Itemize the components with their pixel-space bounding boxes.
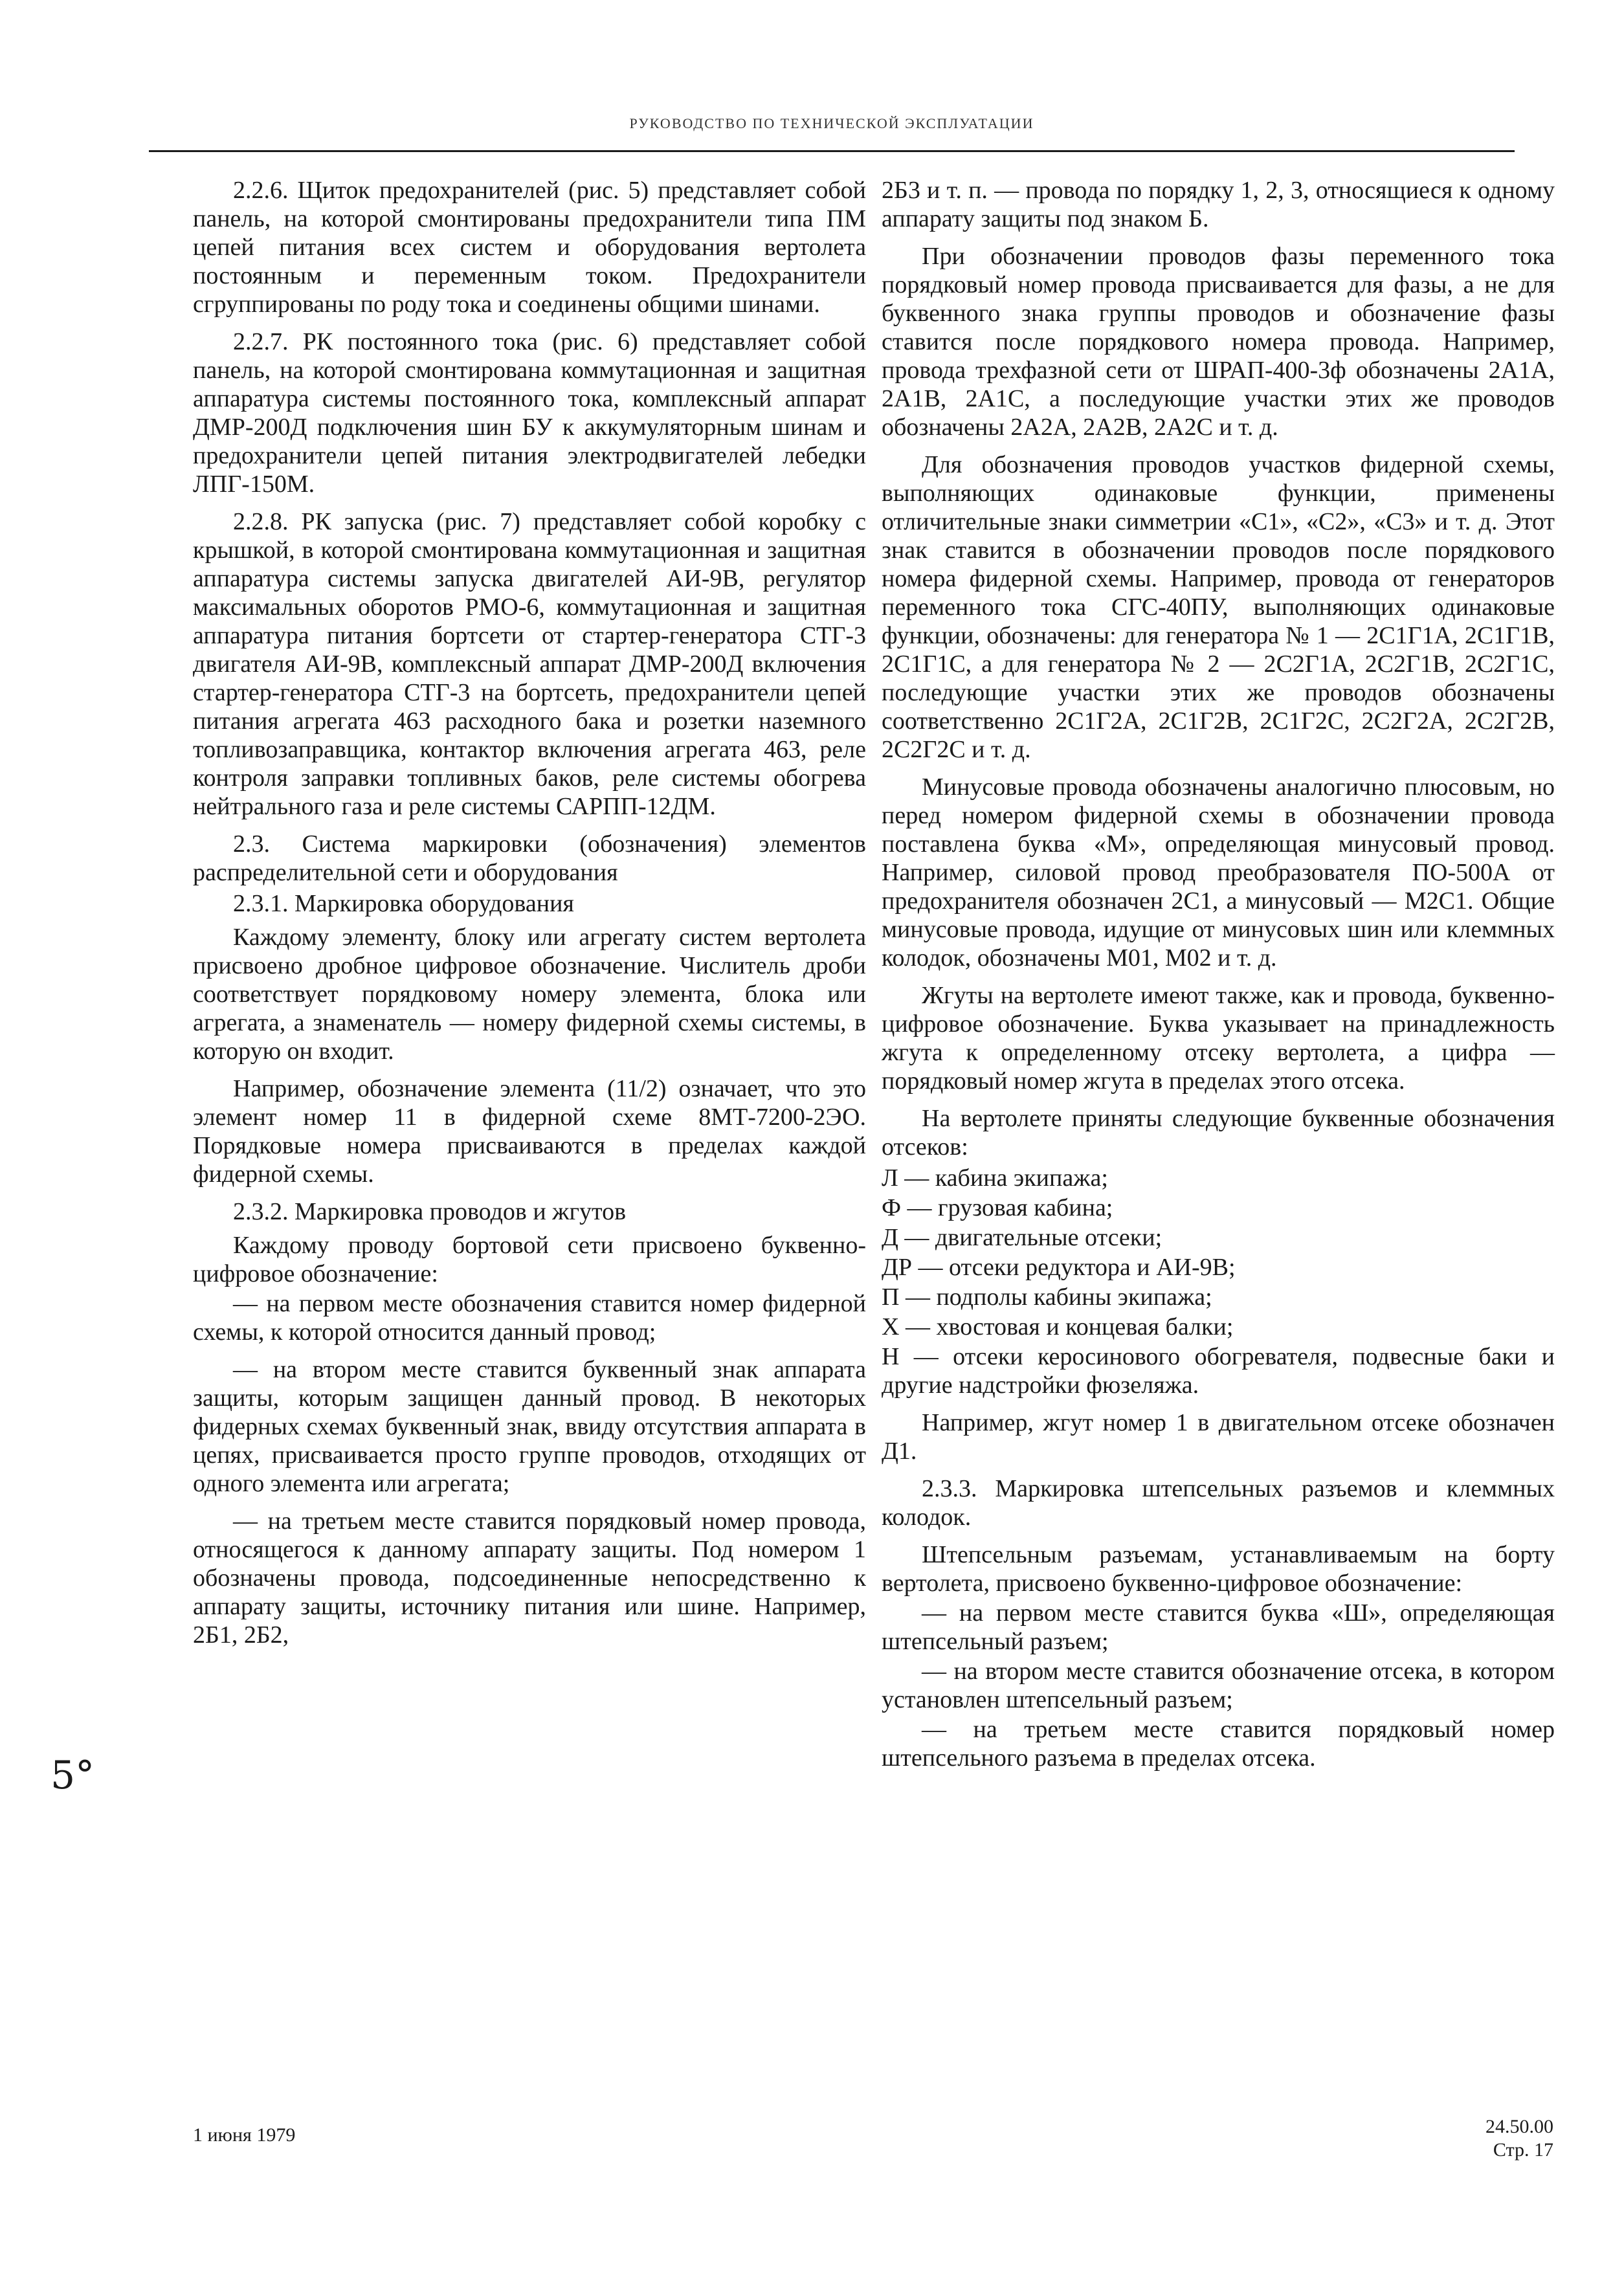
paragraph-compartment-intro: На вертолете приняты следующие буквенные обозначения отсеков:	[882, 1105, 1555, 1161]
list-item: Л — кабина экипажа;	[882, 1164, 1108, 1192]
list-item: П — подполы кабины экипажа;	[882, 1284, 1212, 1311]
list-item: Х — хвостовая и концевая балки;	[882, 1313, 1234, 1340]
header-rule	[149, 150, 1515, 152]
list-item-third-place: — на третьем месте ставится порядковый номер провода, относящегося к данному аппарату защиты. Под номером 1 обозначены провода, подсоединенные непосредственно к аппарату защиты, источнику питания или шине. Например, 2Б1, 2Б2,	[193, 1507, 866, 1649]
list-item: Д — двигательные отсеки;	[882, 1224, 1162, 1251]
paragraph-connectors: Штепсельным разъемам, устанавливаемым на борту вертолета, присвоено буквенно-цифровое обозначение:	[882, 1541, 1555, 1597]
paragraph-equipment-marking: Каждому элементу, блоку или агрегату систем вертолета присвоено дробное цифровое обозначение. Числитель дроби соответствует порядковому номеру элемента, блока или агрегата, а знаменатель — номеру фидерной схемы системы, в которую он входит.	[193, 924, 866, 1065]
paragraph-example-element: Например, обозначение элемента (11/2) означает, что это элемент номер 11 в фидерной схеме 8МТ-7200-2ЭО. Порядковые номера присваиваются в пределах каждой фидерной схемы.	[193, 1075, 866, 1188]
list-item: Н — отсеки керосинового обогревателя, подвесные баки и другие надстройки фюзеляжа.	[882, 1343, 1555, 1399]
paragraph-harnesses: Жгуты на вертолете имеют также, как и провода, буквенно-цифровое обозначение. Буква указывает на принадлежность жгута к определенному отсеку вертолета, а цифра — порядковый номер жгута в пределах этого отсека.	[882, 982, 1555, 1095]
paragraph-wire-marking: Каждому проводу бортовой сети присвоено буквенно-цифровое обозначение:	[193, 1232, 866, 1287]
paragraph-minus-wires: Минусовые провода обозначены аналогично плюсовым, но перед номером фидерной схемы в обозначении провода поставлена буква «М», определяющая минусовый провод. Например, силовой провод преобразователя ПО-500А от предохранителя обозначен 2С1, а минусовый — М2С1. Общие минусовые провода, идущие от минусовых шин или клеммных колодок, обозначены М01, М02 и т. д.	[882, 773, 1555, 972]
left-column	[193, 176, 866, 1658]
right-column	[882, 176, 1555, 1781]
paragraph-phase-wires: При обозначении проводов фазы переменного тока порядковый номер провода присваивается для фазы, а не для буквенного знака группы проводов и обозначение фазы ставится после порядкового номера провода. Например, провода трехфазной сети от ШРАП-400-3ф обозначены 2А1А, 2А1В, 2А1С, а последующие участки этих же проводов обозначены 2А2А, 2А2В, 2А2С и т. д.	[882, 243, 1555, 441]
list-item-connector-third: — на третьем месте ставится порядковый номер штепсельного разъема в пределах отсека.	[882, 1716, 1555, 1772]
footer-page-number: Стр. 17	[1493, 2139, 1553, 2161]
paragraph-2-2-7: 2.2.7. РК постоянного тока (рис. 6) представляет собой панель, на которой смонтирована коммутационная и защитная аппаратура системы постоянного тока, комплексный аппарат ДМР-200Д подключения шин БУ к аккумуляторным шинам и предохранители цепей питания электродвигателей лебедки ЛПГ-150М.	[193, 328, 866, 498]
paragraph-continuation: 2Б3 и т. п. — провода по порядку 1, 2, 3, относящиеся к одному аппарату защиты под знаком Б.	[882, 177, 1555, 232]
paragraph-2-2-6: 2.2.6. Щиток предохранителей (рис. 5) представляет собой панель, на которой смонтированы предохранители типа ПМ цепей питания всех систем и оборудования вертолета постоянным и переменным током. Предохранители сгруппированы по роду тока и соединены общими шинами.	[193, 177, 866, 318]
footer-page-info	[1443, 2115, 1553, 2162]
paragraph-symmetry-marks: Для обозначения проводов участков фидерной схемы, выполняющих одинаковые функции, применены отличительные знаки симметрии «С1», «С2», «С3» и т. д. Этот знак ставится в обозначении проводов после порядкового номера фидерной схемы. Например, провода от генераторов переменного тока СГС-40ПУ, выполняющих одинаковые функции, обозначены: для генератора № 1 — 2С1Г1А, 2С1Г1В, 2С1Г1С, а для генератора № 2 — 2С2Г1А, 2С2Г1В, 2С2Г1С, последующие участки этих же проводов обозначены соответственно 2С1Г2А, 2С1Г2В, 2С1Г2С, 2С2Г2А, 2С2Г2В, 2С2Г2С и т. д.	[882, 451, 1555, 763]
list-item-second-place: — на втором месте ставится буквенный знак аппарата защиты, которым защищен данный провод. В некоторых фидерных схемах буквенный знак, ввиду отсутствия аппарата в цепях, присваивается просто группе проводов, отходящих от одного элемента или агрегата;	[193, 1356, 866, 1497]
paragraph-2-2-8: 2.2.8. РК запуска (рис. 7) представляет собой коробку с крышкой, в которой смонтирована коммутационная и защитная аппаратура системы запуска двигателей АИ-9В, регулятор максимальных оборотов РМО-6, коммутационная и защитная аппаратура питания бортсети от стартер-генератора СТГ-3 двигателя АИ-9В, комплексный аппарат ДМР-200Д включения стартер-генератора СТГ-3 на бортсеть, предохранители цепей питания агрегата 463 расходного бака и розетки наземного топливозаправщика, контактор включения агрегата 463, реле контроля заправки топливных баков, реле системы обогрева нейтрального газа и реле системы САРПП-12ДМ.	[193, 508, 866, 820]
subsection-heading-2-3-2: 2.3.2. Маркировка проводов и жгутов	[233, 1198, 627, 1225]
section-heading-2-3: 2.3. Система маркировки (обозначения) элементов распределительной сети и оборудования	[193, 830, 866, 886]
list-item-connector-first: — на первом месте ставится буква «Ш», определяющая штепсельный разъем;	[882, 1599, 1555, 1655]
subsection-heading-2-3-1: 2.3.1. Маркировка оборудования	[233, 890, 574, 917]
paragraph-harness-example: Например, жгут номер 1 в двигательном отсеке обозначен Д1.	[882, 1409, 1555, 1465]
list-item-connector-second: — на втором месте ставится обозначение отсека, в котором установлен штепсельный разъем;	[882, 1658, 1555, 1713]
handwritten-note: 5°	[50, 1753, 95, 1798]
list-item-first-place: — на первом месте обозначения ставится номер фидерной схемы, к которой относится данный провод;	[193, 1290, 866, 1346]
footer-date: 1 июня 1979	[193, 2124, 296, 2146]
subsection-heading-2-3-3: 2.3.3. Маркировка штепсельных разъемов и клеммных колодок.	[882, 1475, 1555, 1531]
footer-code: 24.50.00	[1485, 2116, 1553, 2137]
running-header: РУКОВОДСТВО ПО ТЕХНИЧЕСКОЙ ЭКСПЛУАТАЦИИ	[629, 115, 1034, 131]
list-item: ДР — отсеки редуктора и АИ-9В;	[882, 1254, 1236, 1281]
list-item: Ф — грузовая кабина;	[882, 1194, 1113, 1221]
